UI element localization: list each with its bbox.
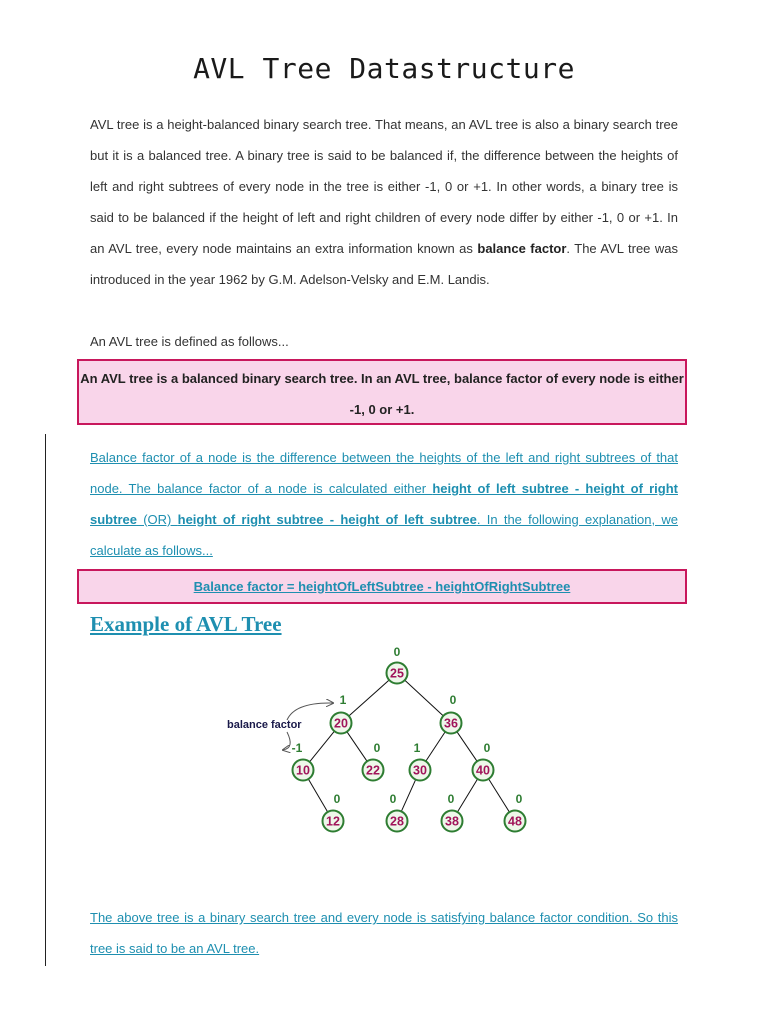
node-value: 36 xyxy=(444,716,458,731)
tree-edge xyxy=(310,731,335,762)
node-balance-factor: 1 xyxy=(413,741,421,755)
node-balance-factor: 0 xyxy=(483,741,491,755)
bf-text-2: (OR) xyxy=(136,512,178,527)
node-value: 40 xyxy=(476,763,490,778)
avl-tree-diagram xyxy=(215,640,535,840)
bf-bold-2: height of right subtree - height of left subtree xyxy=(177,512,477,527)
node-balance-factor: 0 xyxy=(515,792,523,806)
tree-node-25 xyxy=(387,645,408,684)
bf-text-1: Balance factor of a node is the difference between the heights of the left and right subtrees of that node. The balance factor of a node is calculated either xyxy=(90,450,678,496)
node-balance-factor: 0 xyxy=(449,693,457,707)
intro-text-end: . The AVL tree was introduced in the year 1962 by G.M. Adelson-Velsky and E.M. Landis. xyxy=(90,241,678,287)
balance-factor-annotation xyxy=(227,703,333,750)
left-margin-rule xyxy=(45,434,46,966)
tree-edge xyxy=(308,779,327,812)
tree-node-28 xyxy=(387,792,408,832)
node-value: 38 xyxy=(445,814,459,829)
tree-nodes xyxy=(292,645,526,832)
node-value: 22 xyxy=(366,763,380,778)
tree-node-38 xyxy=(442,792,463,832)
tree-node-48 xyxy=(505,792,526,832)
formula-box[interactable] xyxy=(77,569,687,604)
example-heading[interactable]: Example of AVL Tree xyxy=(90,612,282,636)
tree-node-36 xyxy=(441,693,462,734)
page-title: AVL Tree Datastructure xyxy=(193,52,575,85)
definition-box xyxy=(77,359,687,425)
node-balance-factor: -1 xyxy=(291,741,303,755)
node-value: 20 xyxy=(334,716,348,731)
bf-bold-1: height of left subtree - height of right subtree xyxy=(90,481,678,527)
node-value: 28 xyxy=(390,814,404,829)
tree-node-30 xyxy=(410,741,431,781)
defined-as-text: An AVL tree is defined as follows... xyxy=(90,334,289,349)
tree-edge xyxy=(347,732,367,762)
balance-factor-paragraph[interactable] xyxy=(90,442,678,566)
node-value: 48 xyxy=(508,814,522,829)
node-balance-factor: 1 xyxy=(339,693,347,707)
tree-edge xyxy=(489,779,510,812)
intro-paragraph xyxy=(90,109,678,295)
tree-edge xyxy=(457,732,477,762)
tree-edge xyxy=(349,680,389,716)
node-balance-factor: 0 xyxy=(333,792,341,806)
annotation-arrow-upper xyxy=(287,703,333,720)
tree-node-40 xyxy=(473,741,494,781)
node-value: 12 xyxy=(326,814,340,829)
balance-factor-label: balance factor xyxy=(227,719,302,731)
node-value: 25 xyxy=(390,666,404,681)
annotation-arrow-lower xyxy=(283,732,290,750)
conclusion-paragraph[interactable]: The above tree is a binary search tree and every node is satisfying balance factor condition. So this tree is said to be an AVL tree. xyxy=(90,910,678,956)
node-balance-factor: 0 xyxy=(389,792,397,806)
definition-text: An AVL tree is a balanced binary search tree. In an AVL tree, balance factor of every node is either -1, 0 or +1. xyxy=(80,371,684,417)
node-balance-factor: 0 xyxy=(373,741,381,755)
node-value: 10 xyxy=(296,763,310,778)
node-value: 30 xyxy=(413,763,427,778)
tree-node-12 xyxy=(323,792,344,832)
intro-text: AVL tree is a height-balanced binary search tree. That means, an AVL tree is also a binary search tree but it is a balanced tree. A binary tree is said to be balanced if, the difference between the heights of left and right subtrees of every node in the tree is either -1, 0 or +1. In other words, a binary tree is said to be balanced if the height of left and right children of every node differ by either -1, 0 or +1. In an AVL tree, every node maintains an extra information known as xyxy=(90,117,678,256)
intro-bold-term: balance factor xyxy=(477,241,567,256)
bf-text-3: . In the following explanation, we calculate as follows... xyxy=(90,512,678,558)
node-balance-factor: 0 xyxy=(447,792,455,806)
tree-node-20 xyxy=(331,693,352,734)
tree-edge xyxy=(426,732,445,761)
formula-text: Balance factor = heightOfLeftSubtree - heightOfRightSubtree xyxy=(193,579,571,594)
tree-edge xyxy=(405,680,444,716)
node-balance-factor: 0 xyxy=(393,645,401,659)
tree-node-22 xyxy=(363,741,384,781)
tree-edge xyxy=(457,779,477,812)
tree-edge xyxy=(401,780,415,812)
